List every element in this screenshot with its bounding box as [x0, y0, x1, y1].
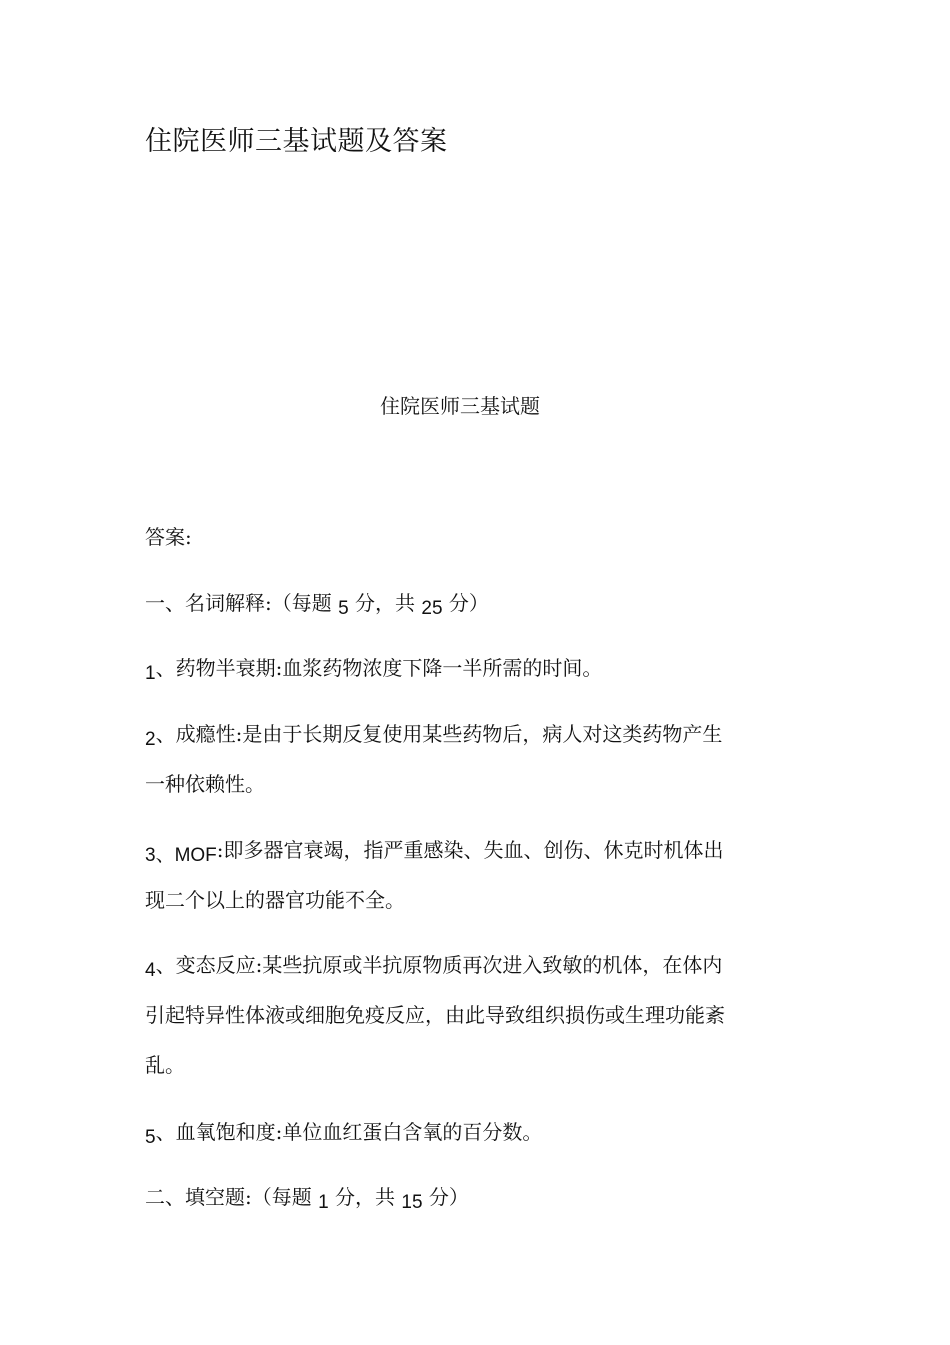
section1-suffix: 分）: [442, 591, 489, 615]
answer-heading: [145, 512, 770, 562]
section2-suffix: 分）: [422, 1185, 469, 1209]
section1-total-points: 25: [421, 598, 443, 619]
document-subtitle: 住院医师三基试题: [380, 394, 540, 418]
section2-prefix: 二、填空题:（每题: [145, 1185, 319, 1209]
definition-line: [145, 709, 770, 759]
definition-line: [145, 1107, 770, 1157]
item-number: 3: [145, 845, 156, 866]
definition-item-5: [145, 1107, 770, 1157]
definition-item-2: [145, 709, 770, 809]
item-term: 、MOF: [155, 845, 217, 866]
definition-line: [145, 643, 770, 693]
section2-heading: [145, 1172, 770, 1224]
section2-middle: 分，共: [328, 1185, 402, 1209]
item-text: :即多器官衰竭，指严重感染、失血、创伤、休克时机体出: [216, 838, 724, 862]
section1-per-points: 5: [338, 598, 349, 619]
document-title: 住院医师三基试题及答案: [145, 126, 448, 157]
item-text: 、药物半衰期:血浆药物浓度下降一半所需的时间。: [155, 656, 603, 680]
definition-line: [145, 990, 770, 1040]
item-number: 2: [145, 729, 156, 750]
item-text: 引起特异性体液或细胞免疫反应，由此导致组织损伤或生理功能紊: [145, 1003, 725, 1027]
definition-item-4: [145, 940, 770, 1090]
answer-heading-text: 答案:: [145, 525, 192, 549]
item-number: 4: [145, 960, 156, 981]
item-text: 、变态反应:某些抗原或半抗原物质再次进入致敏的机体，在体内: [155, 953, 723, 977]
item-text: 一种依赖性。: [145, 772, 265, 796]
section2-per-points: 1: [318, 1192, 329, 1213]
item-text: 现二个以上的器官功能不全。: [145, 888, 405, 912]
definition-line: [145, 825, 770, 875]
section1-prefix: 一、名词解释:（每题: [145, 591, 339, 615]
definition-line: [145, 759, 770, 809]
definition-line: [145, 940, 770, 990]
section1-heading: [145, 578, 770, 630]
definition-line: [145, 1040, 770, 1090]
item-number: 1: [145, 663, 156, 684]
definition-item-3: [145, 825, 770, 925]
item-text: 乱。: [145, 1053, 185, 1077]
item-text: 、血氧饱和度:单位血红蛋白含氧的百分数。: [155, 1120, 543, 1144]
definition-item-1: [145, 643, 770, 693]
section2-total-points: 15: [401, 1192, 423, 1213]
item-number: 5: [145, 1127, 156, 1148]
item-text: 、成瘾性:是由于长期反复使用某些药物后，病人对这类药物产生: [155, 722, 723, 746]
definition-line: [145, 875, 770, 925]
section1-middle: 分，共: [348, 591, 422, 615]
